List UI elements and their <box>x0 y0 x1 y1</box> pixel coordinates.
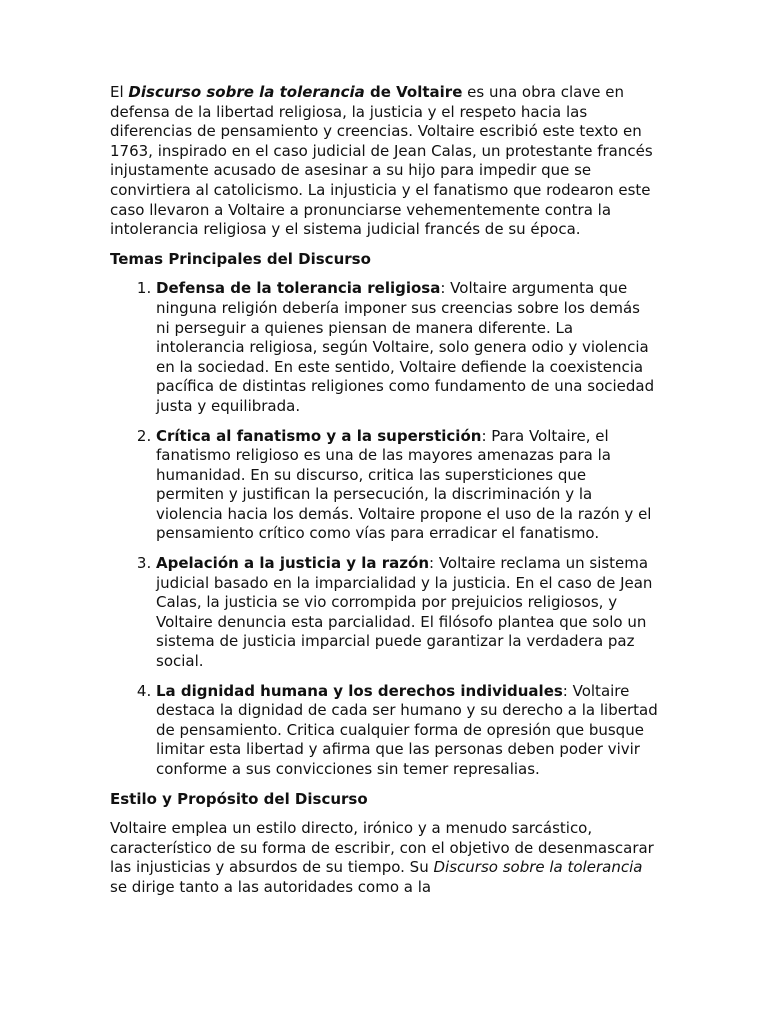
list-item-text: : Voltaire argumenta que ninguna religión debería imponer sus creencias sobre los demás ni perseguir a quienes piensan de manera diferente. La intolerancia religiosa, según Voltaire, solo genera odio y violencia en la sociedad. En este sentido, Voltaire defiende la coexistencia pacífica de distintas religiones como fundamento de una sociedad justa y equilibrada. <box>156 279 655 415</box>
list-item-title: Defensa de la tolerancia religiosa <box>156 279 441 298</box>
intro-text-start: El <box>110 83 129 101</box>
work-title: Discurso sobre la tolerancia <box>433 858 643 877</box>
intro-text-rest: es una obra clave en defensa de la libertad religiosa, la justicia y el respeto hacia las diferencias de pensamiento y creencias. Voltaire escribió este texto en 1763, inspirado en el caso judicial de Jean Calas, un protestante francés injustamente acusado de asesinar a su hijo para impedir que se convirtiera al catolicismo. La injusticia y el fanatismo que rodearon este caso llevaron a Voltaire a pronunciarse vehementemente contra la intolerancia religiosa y el sistema judicial francés de su época. <box>110 83 653 239</box>
section-heading-estilo: Estilo y Propósito del Discurso <box>110 789 368 808</box>
list-item-text: : Para Voltaire, el fanatismo religioso es una de las mayores amenazas para la humanidad. En su discurso, critica las supersticiones que permiten y justifican la persecución, la discriminación y la violencia hacia los demás. Voltaire propone el uso de la razón y el pensamiento crítico como vías para erradicar el fanatismo. <box>156 426 652 543</box>
list-item-title: La dignidad humana y los derechos individuales <box>156 681 563 700</box>
document-body <box>110 83 658 908</box>
themes-list <box>110 279 658 779</box>
style-paragraph <box>110 819 658 897</box>
section-heading-temas: Temas Principales del Discurso <box>110 249 371 268</box>
style-text-rest: se dirige tanto a las autoridades como a la <box>110 877 432 896</box>
work-title: Discurso sobre la tolerancia <box>128 83 365 101</box>
intro-paragraph <box>110 83 658 240</box>
style-text-start: Voltaire emplea un estilo directo, irónico y a menudo sarcástico, característico de su forma de escribir, con el objetivo de desenmascarar las injusticias y absurdos de su tiempo. Su <box>110 819 654 877</box>
list-item-text: : Voltaire destaca la dignidad de cada ser humano y su derecho a la libertad de pensamiento. Critica cualquier forma de opresión que busque limitar esta libertad y afirma que las personas deben poder vivir conforme a sus convicciones sin temer represalias. <box>156 681 658 778</box>
author-name: de Voltaire <box>364 83 463 101</box>
list-item-text: : Voltaire reclama un sistema judicial basado en la imparcialidad y la justicia. En el caso de Jean Calas, la justicia se vio corrompida por prejuicios religiosos, y Voltaire denuncia esta parcialidad. El filósofo plantea que solo un sistema de justicia imparcial puede garantizar la verdadera paz social. <box>156 554 653 671</box>
list-item <box>156 554 658 672</box>
list-item <box>156 427 658 545</box>
list-item-title: Apelación a la justicia y la razón <box>156 554 430 573</box>
list-item <box>156 279 658 416</box>
list-item-title: Crítica al fanatismo y a la superstición <box>156 426 482 445</box>
list-item <box>156 682 658 780</box>
